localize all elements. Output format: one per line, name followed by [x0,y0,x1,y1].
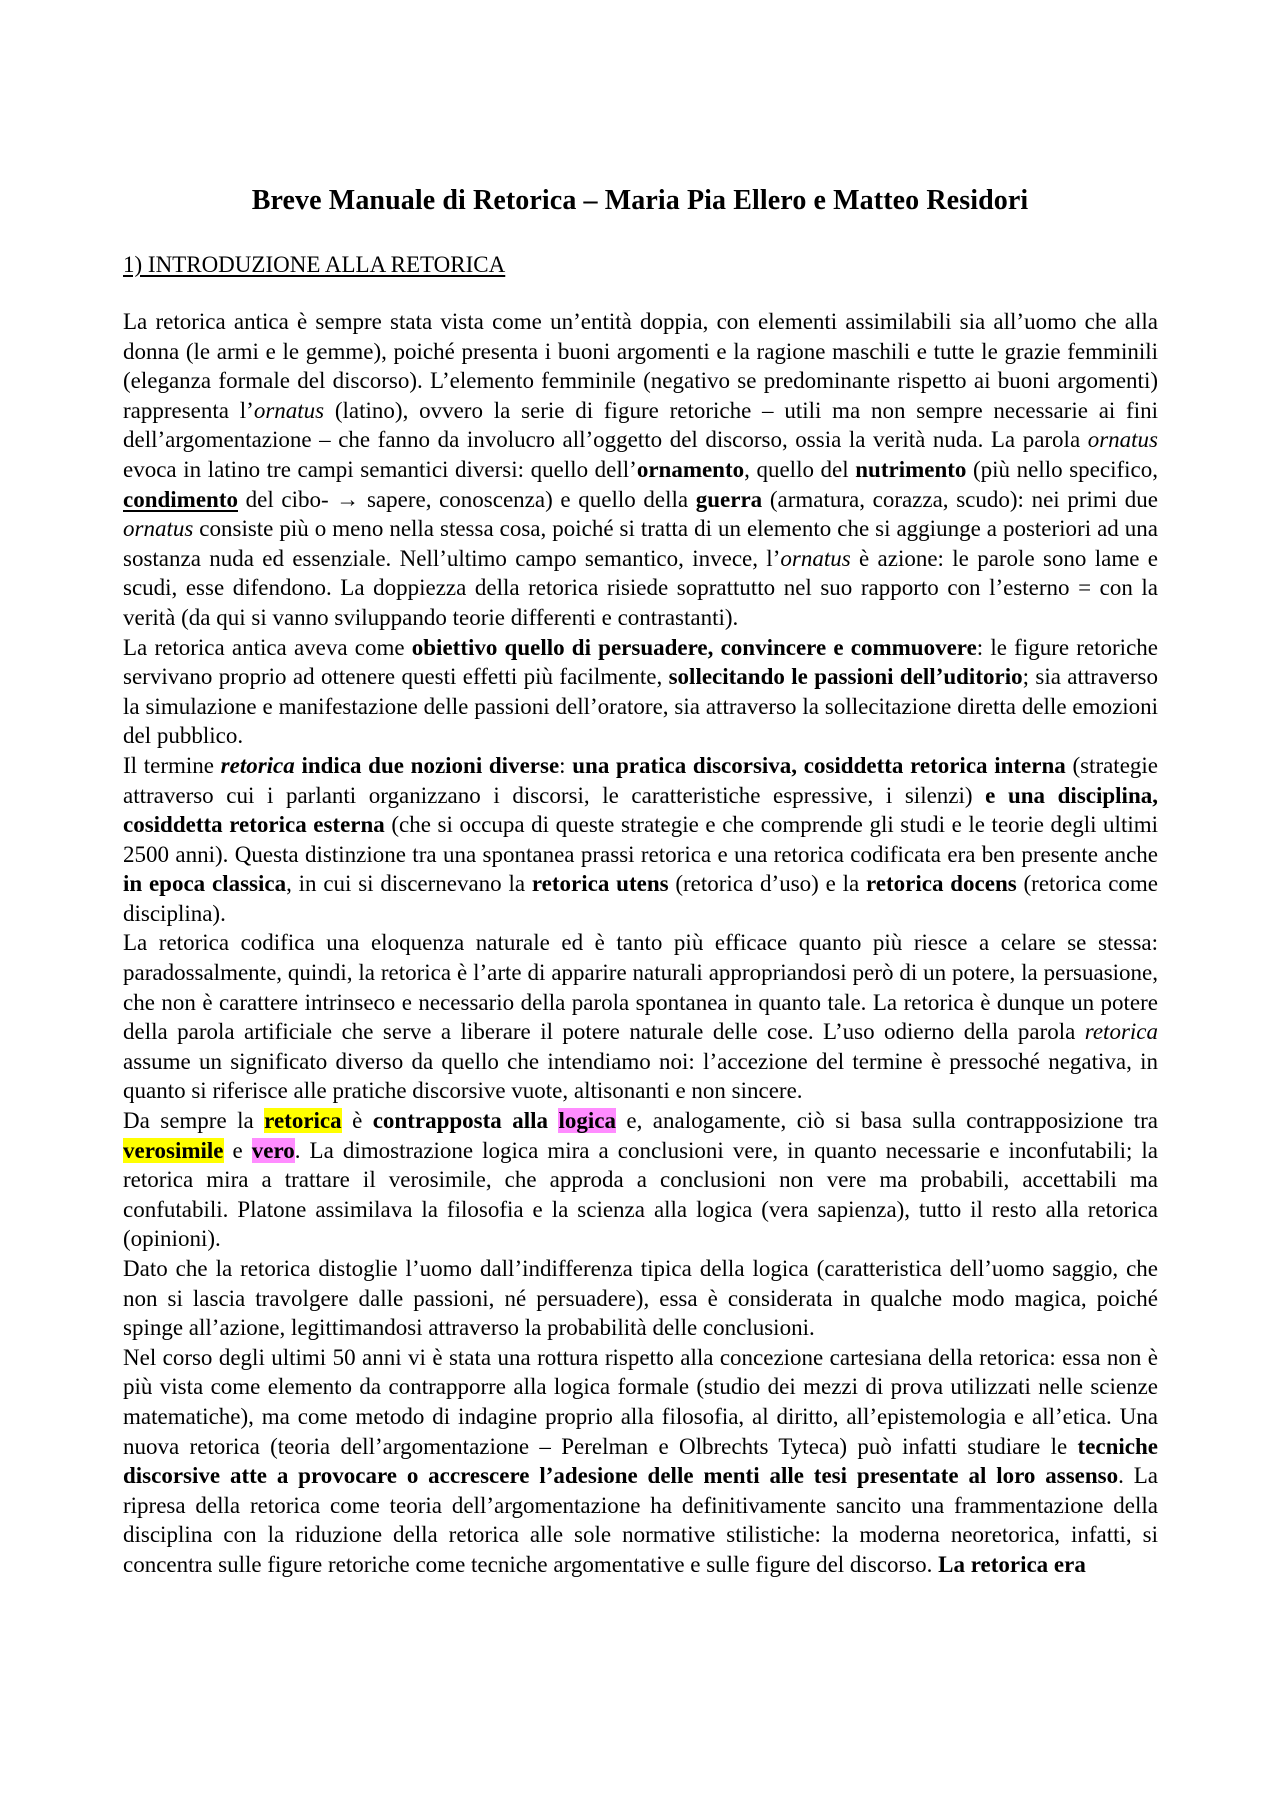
document-body [123,307,1158,1580]
paragraph-5: Da sempre la retorica è contrapposta alla logica e, analogamente, ciò si basa sulla contrapposizione tra verosimile e vero. La dimostrazione logica mira a conclusioni vere, in quanto necessarie e inconfutabili; la retorica mira a trattare il verosimile, che approda a conclusioni non vere ma probabili, accettabili ma confutabili. Platone assimilava la filosofia e la scienza alla logica (vera sapienza), tutto il resto alla retorica (opinioni). [123,1108,1159,1252]
highlight-verosimile: verosimile [123,1137,224,1163]
highlight-retorica: retorica [264,1108,342,1134]
highlight-logica: logica [558,1108,616,1134]
paragraph-3: Il termine retorica indica due nozioni diverse: una pratica discorsiva, cosiddetta retorica interna (strategie attraverso cui i parlanti organizzano i discorsi, le caratteristiche espressive, i silenzi) e una disciplina, cosiddetta retorica esterna (che si occupa di queste strategie e che comprende gli studi e le teorie degli ultimi 2500 anni). Questa distinzione tra una spontanea prassi retorica e una retorica codificata era ben presente anche in epoca classica, in cui si discernevano la retorica utens (retorica d’uso) e la retorica docens (retorica come disciplina). [123,752,1159,926]
document-title: Breve Manuale di Retorica – Maria Pia Ellero e Matteo Residori [251,185,1029,216]
paragraph-6: Dato che la retorica distoglie l’uomo dall’indifferenza tipica della logica (caratteristica dell’uomo saggio, che non si lascia travolgere dalle passioni, né persuadere), essa è considerata in qualche modo magica, poiché spinge all’azione, legittimandosi attraverso la probabilità delle conclusioni. [123,1256,1158,1341]
paragraph-2: La retorica antica aveva come obiettivo quello di persuadere, convincere e commuovere: le figure retoriche servivano proprio ad ottenere questi effetti più facilmente, sollecitando le passioni dell’uditorio; sia attraverso la simulazione e manifestazione delle passioni dell’oratore, sia attraverso la sollecitazione diretta delle emozioni del pubblico. [123,634,1158,749]
section-heading: 1) INTRODUZIONE ALLA RETORICA [123,252,506,277]
paragraph-1: La retorica antica è sempre stata vista come un’entità doppia, con elementi assimilabili sia all’uomo che alla donna (le armi e le gemme), poiché presenta i buoni argomenti e la ragione maschili e tutte le grazie femminili (eleganza formale del discorso). L’elemento femminile (negativo se predominante rispetto ai buoni argomenti) rappresenta l’ornatus (latino), ovvero la serie di figure retoriche – utili ma non sempre necessarie ai fini dell’argomentazione – che fanno da involucro all’oggetto del discorso, ossia la verità nuda. La parola ornatus evoca in latino tre campi semantici diversi: quello dell’ornamento, quello del nutrimento (più nello specifico, condimento del cibo- → sapere, conoscenza) e quello della guerra (armatura, corazza, scudo): nei primi due ornatus consiste più o meno nella stessa cosa, poiché si tratta di un elemento che si aggiunge a posteriori ad una sostanza nuda ed essenziale. Nell’ultimo campo semantico, invece, l’ornatus è azione: le parole sono lame e scudi, esse difendono. La doppiezza della retorica risiede soprattutto nel suo rapporto con l’esterno = con la verità (da qui si vanno sviluppando teorie differenti e contrastanti). [123,309,1159,630]
paragraph-7: Nel corso degli ultimi 50 anni vi è stata una rottura rispetto alla concezione cartesiana della retorica: essa non è più vista come elemento da contrapporre alla logica formale (studio dei mezzi di prova utilizzati nelle scienze matematiche), ma come metodo di indagine proprio alla filosofia, al diritto, all’epistemologia e all’etica. Una nuova retorica (teoria dell’argomentazione – Perelman e Olbrechts Tyteca) può infatti studiare le tecniche discorsive atte a provocare o accrescere l’adesione delle menti alle tesi presentate al loro assenso. La ripresa della retorica come teoria dell’argomentazione ha definitivamente sancito una frammentazione della disciplina con la riduzione della retorica alle sole normative stilistiche: la moderna neoretorica, infatti, si concentra sulle figure retoriche come tecniche argomentative e sulle figure del discorso. La retorica era [123,1344,1158,1577]
highlight-vero: vero [251,1137,295,1163]
paragraph-4: La retorica codifica una eloquenza naturale ed è tanto più efficace quanto più riesce a celare se stessa: paradossalmente, quindi, la retorica è l’arte di apparire naturali appropriandosi però di un potere, la persuasione, che non è carattere intrinseco e necessario della parola spontanea in quanto tale. La retorica è dunque un potere della parola artificiale che serve a liberare il potere naturale delle cose. L’uso odierno della parola retorica assume un significato diverso da quello che intendiamo noi: l’accezione del termine è pressoché negativa, in quanto si riferisce alle pratiche discorsive vuote, altisonanti e non sincere. [123,930,1158,1104]
